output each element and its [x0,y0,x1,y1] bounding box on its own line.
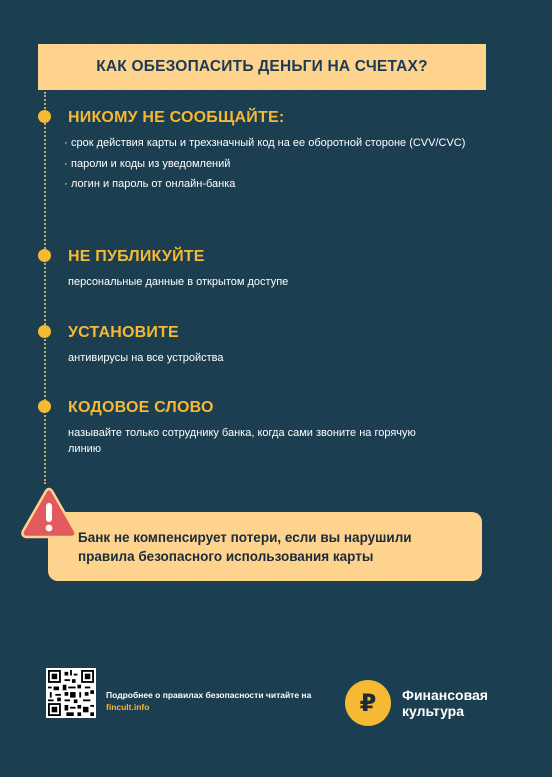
section-text: называйте только сотруднику банка, когда сами звоните на горячую линию [68,427,416,455]
section-install [68,324,468,367]
footer-info [106,689,316,713]
section-title: КОДОВОЕ СЛОВО [68,399,214,416]
section-title: НЕ ПУБЛИКУЙТЕ [68,248,205,265]
section-code-word [68,399,448,457]
list-item: · пароли и коды из уведомлений [64,157,468,173]
timeline-dot [38,110,51,123]
title-banner [38,44,486,90]
page-title: КАК ОБЕЗОПАСИТЬ ДЕНЬГИ НА СЧЕТАХ? [96,58,428,75]
list-item: · срок действия карты и трехзначный код на ее оборотной стороне (CVV/CVC) [64,136,468,152]
fincult-link[interactable]: fincult.info [106,702,150,712]
timeline-dot [38,249,51,262]
section-text: антивирусы на все устройства [68,352,224,364]
ruble-symbol: ₽ [359,689,377,717]
section-text: персональные данные в открытом доступе [68,276,289,288]
list-item: · логин и пароль от онлайн-банка [64,177,468,193]
timeline-line [44,92,46,484]
footer-text: Подробнее о правилах безопасности читайте на [106,690,312,700]
timeline-dot [38,325,51,338]
section-do-not-publish [68,248,468,291]
timeline-dot [38,400,51,413]
bullet-list [64,136,468,193]
warning-text: Банк не компенсирует потери, если вы нарушили правила безопасного использования карты [78,529,412,564]
warning-icon [20,487,78,541]
section-do-not-share [68,109,468,198]
ruble-coin-icon [345,680,391,726]
warning-card [48,512,482,581]
qr-code-icon [46,668,96,718]
logo-text: Финансовая культура [402,687,488,719]
section-title: УСТАНОВИТЕ [68,324,179,341]
section-title: НИКОМУ НЕ СООБЩАЙТЕ: [68,109,285,126]
